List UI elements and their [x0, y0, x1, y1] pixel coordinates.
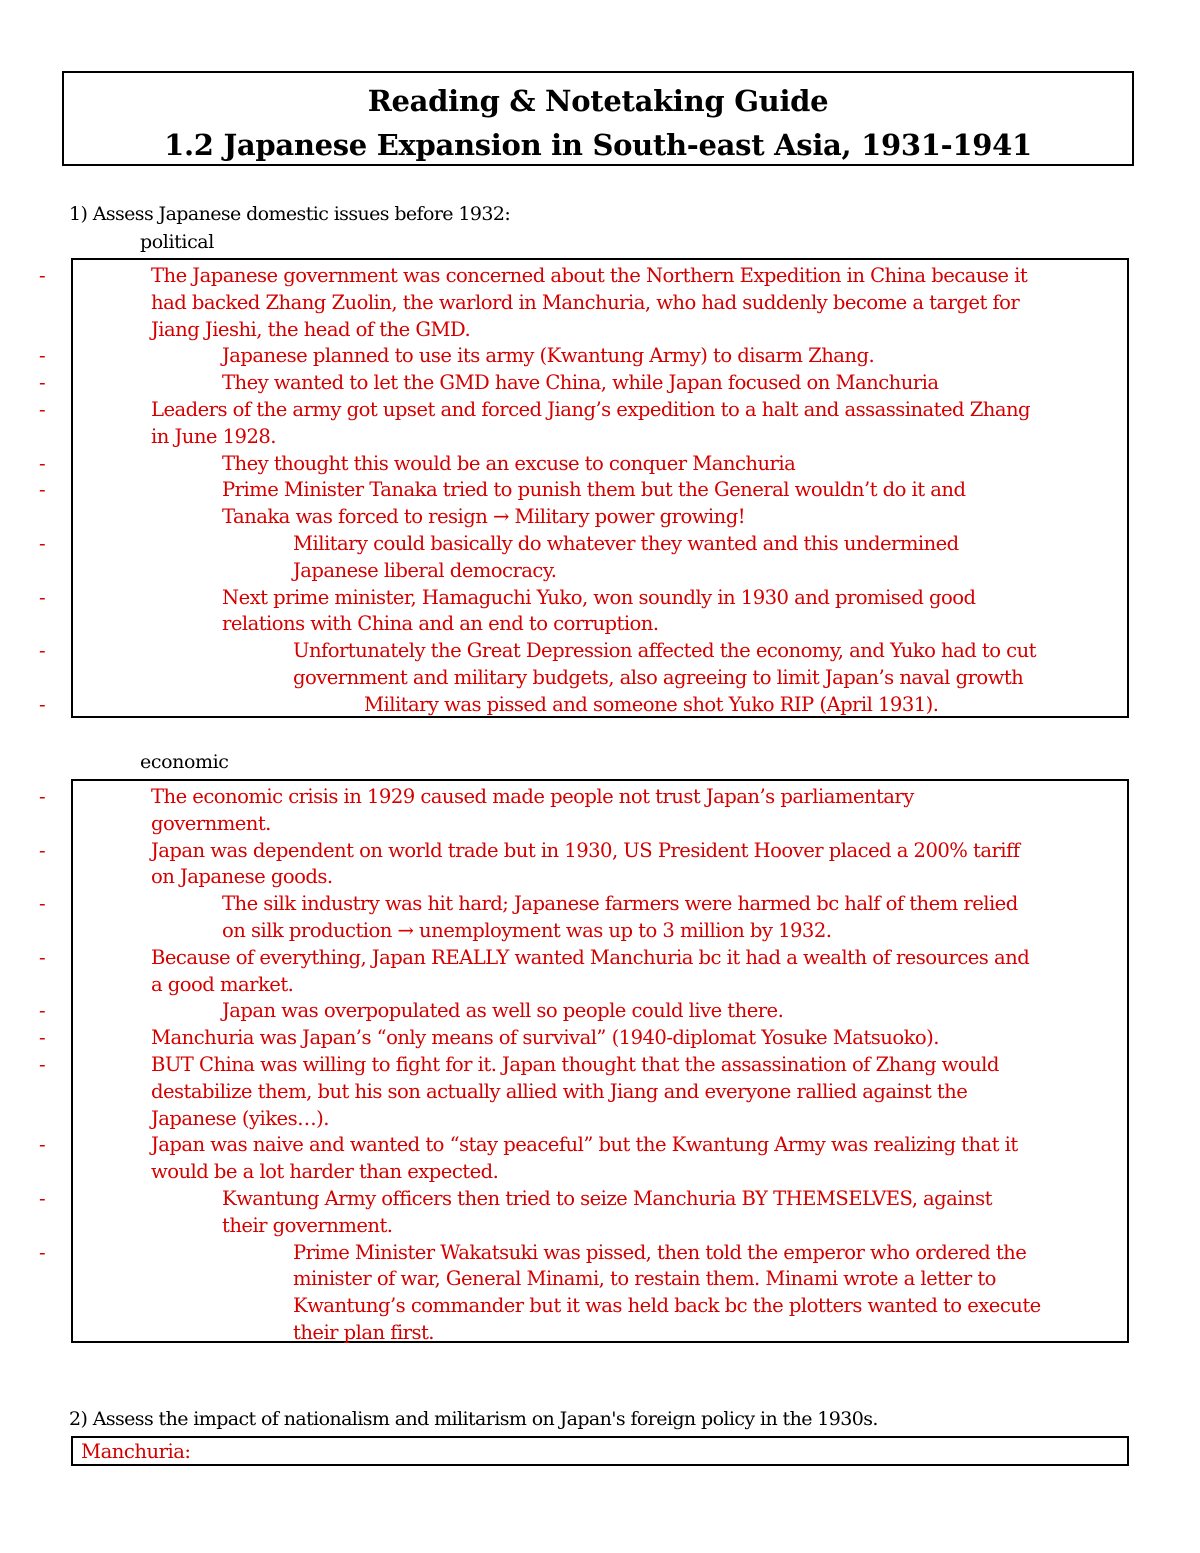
note-item	[73, 397, 1127, 451]
title-box	[62, 71, 1134, 166]
note-item	[73, 477, 1127, 531]
note-item	[73, 998, 1127, 1025]
note-line: - Unfortunately the Great Depression affected the economy, and Yuko had to cut	[293, 639, 1036, 663]
note-item	[73, 891, 1127, 945]
note-item	[73, 638, 1127, 692]
note-line: - Prime Minister Wakatsuki was pissed, then told the emperor who ordered the	[293, 1240, 1027, 1264]
note-line: in June 1928.	[151, 424, 276, 448]
note-line: had backed Zhang Zuolin, the warlord in Manchuria, who had suddenly become a target for	[151, 290, 1020, 314]
note-line: - Japan was naive and wanted to “stay peaceful” but the Kwantung Army was realizing that it	[151, 1133, 1018, 1157]
manchuria-notes-box	[71, 1436, 1129, 1466]
note-item	[73, 531, 1127, 585]
note-item	[73, 343, 1127, 370]
note-line: a good market.	[151, 972, 294, 996]
note-item	[73, 451, 1127, 478]
note-line: - Prime Minister Tanaka tried to punish them but the General wouldn’t do it and	[222, 478, 966, 502]
note-line: Japanese liberal democracy.	[293, 558, 557, 582]
note-line: - They wanted to let the GMD have China, while Japan focused on Manchuria	[222, 371, 939, 395]
note-item	[73, 1240, 1127, 1347]
note-line: - Kwantung Army officers then tried to seize Manchuria BY THEMSELVES, against	[222, 1186, 992, 1210]
note-line: minister of war, General Minami, to restain them. Minami wrote a letter to	[293, 1267, 996, 1291]
note-line: - They thought this would be an excuse to conquer Manchuria	[222, 451, 796, 475]
note-item	[73, 370, 1127, 397]
note-item	[73, 1052, 1127, 1132]
economic-notes-box	[71, 779, 1129, 1343]
note-item	[73, 838, 1127, 892]
manchuria-label: Manchuria:	[81, 1440, 191, 1463]
note-line: - Next prime minister, Hamaguchi Yuko, won soundly in 1930 and promised good	[222, 585, 976, 609]
note-line: destabilize them, but his son actually allied with Jiang and everyone rallied against the	[151, 1079, 968, 1103]
note-line: - Manchuria was Japan’s “only means of survival” (1940-diplomat Yosuke Matsuoko).	[151, 1026, 939, 1050]
note-line: on silk production → unemployment was up to 3 million by 1932.	[222, 918, 832, 942]
note-line: - Japan was overpopulated as well so people could live there.	[222, 999, 784, 1023]
political-notes-box	[71, 258, 1129, 718]
note-line: Tanaka was forced to resign → Military power growing!	[222, 505, 746, 529]
economic-notes-list	[73, 784, 1127, 1347]
note-line: - Military was pissed and someone shot Yuko RIP (April 1931).	[364, 692, 939, 716]
note-line: - The Japanese government was concerned about the Northern Expedition in China because it	[151, 264, 1028, 287]
political-label: political	[140, 231, 214, 253]
note-line: - The silk industry was hit hard; Japanese farmers were harmed bc half of them relied	[222, 892, 1018, 916]
note-line: - Leaders of the army got upset and forced Jiang’s expedition to a halt and assassinated Zhang	[151, 397, 1031, 421]
note-line: government and military budgets, also agreeing to limit Japan’s naval growth	[293, 665, 1024, 689]
note-line: relations with China and an end to corruption.	[222, 612, 659, 636]
question-1-prompt: 1) Assess Japanese domestic issues before 1932:	[69, 203, 511, 225]
note-line: their government.	[222, 1213, 393, 1237]
note-line: government.	[151, 811, 271, 835]
note-item	[73, 692, 1127, 719]
note-line: - BUT China was willing to fight for it. Japan thought that the assassination of Zhang would	[151, 1052, 999, 1076]
note-item	[73, 585, 1127, 639]
note-item	[73, 1132, 1127, 1186]
note-line: - The economic crisis in 1929 caused made people not trust Japan’s parliamentary	[151, 785, 914, 808]
note-line: - Because of everything, Japan REALLY wanted Manchuria bc it had a wealth of resources and	[151, 945, 1030, 969]
political-notes-list	[73, 263, 1127, 719]
note-item	[73, 263, 1127, 343]
note-line: - Japan was dependent on world trade but in 1930, US President Hoover placed a 200% tariff	[151, 838, 1020, 862]
economic-label: economic	[140, 751, 229, 773]
note-line: Japanese (yikes…).	[151, 1106, 329, 1130]
note-line: - Military could basically do whatever they wanted and this undermined	[293, 531, 959, 555]
note-item	[73, 945, 1127, 999]
title-heading: Reading & Notetaking Guide	[367, 84, 829, 118]
question-2-prompt: 2) Assess the impact of nationalism and militarism on Japan's foreign policy in the 1930s.	[69, 1408, 878, 1430]
note-item	[73, 1186, 1127, 1240]
note-line: on Japanese goods.	[151, 865, 333, 889]
note-line: would be a lot harder than expected.	[151, 1160, 499, 1184]
note-line: Kwantung’s commander but it was held back bc the plotters wanted to execute	[293, 1294, 1041, 1318]
title-subheading: 1.2 Japanese Expansion in South-east Asia, 1931-1941	[164, 128, 1032, 162]
note-line: - Japanese planned to use its army (Kwantung Army) to disarm Zhang.	[222, 344, 875, 368]
note-item	[73, 784, 1127, 838]
note-line: Jiang Jieshi, the head of the GMD.	[151, 317, 471, 341]
note-item	[73, 1025, 1127, 1052]
note-line: their plan first.	[293, 1320, 434, 1344]
